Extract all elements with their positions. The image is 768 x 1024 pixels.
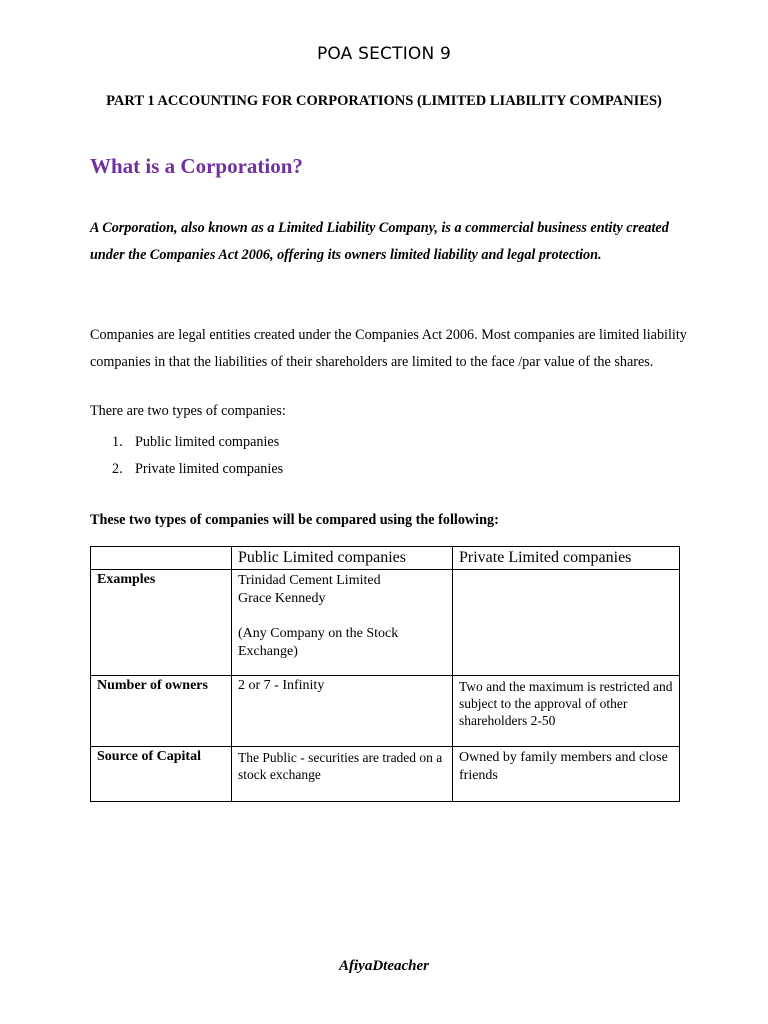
table-cell: Owned by family members and close friends (453, 747, 680, 802)
table-cell: The Public - securities are traded on a stock exchange (232, 747, 453, 802)
list-label: Private limited companies (135, 461, 284, 477)
row-label: Source of Capital (91, 747, 232, 802)
list-label: Public limited companies (135, 434, 280, 450)
row-label: Number of owners (91, 676, 232, 747)
table-cell: Two and the maximum is restricted and subject to the approval of other shareholders 2-50 (453, 676, 680, 747)
table-header-row (91, 547, 680, 570)
types-list (112, 429, 283, 483)
section-heading: What is a Corporation? (90, 154, 303, 178)
cell-text: Trinidad Cement Limited (238, 573, 381, 588)
table-row (91, 747, 680, 802)
cell-text: (Any Company on the Stock Exchange) (238, 626, 399, 659)
list-number: 2. (112, 461, 123, 477)
part-title: PART 1 ACCOUNTING FOR CORPORATIONS (LIMITED LIABILITY COMPANIES) (106, 93, 662, 109)
table-row (91, 676, 680, 747)
table-header-cell (91, 547, 232, 570)
table-cell (453, 570, 680, 676)
body-paragraph: Companies are legal entities created under the Companies Act 2006. Most companies are limited liability companies in that the liabilities of their shareholders are limited to the face /par value of the shares. (90, 327, 687, 370)
table-cell: 2 or 7 - Infinity (232, 676, 453, 747)
definition-paragraph: A Corporation, also known as a Limited Liability Company, is a commercial business entity created under the Companies Act 2006, offering its owners limited liability and legal protection. (90, 220, 669, 263)
section-title: POA SECTION 9 (316, 44, 452, 64)
table-header-cell: Private Limited companies (453, 547, 680, 570)
list-number: 1. (112, 434, 123, 450)
compare-intro: These two types of companies will be compared using the following: (90, 512, 499, 528)
types-intro: There are two types of companies: (90, 403, 286, 419)
row-label: Examples (91, 570, 232, 676)
cell-text: Grace Kennedy (238, 591, 326, 606)
list-item (112, 429, 283, 456)
table-cell (232, 570, 453, 676)
table-header-cell: Public Limited companies (232, 547, 453, 570)
list-item (112, 456, 283, 483)
table-row (91, 570, 680, 676)
comparison-table (90, 546, 680, 802)
footer-signature: AfiyaDteacher (339, 958, 429, 974)
